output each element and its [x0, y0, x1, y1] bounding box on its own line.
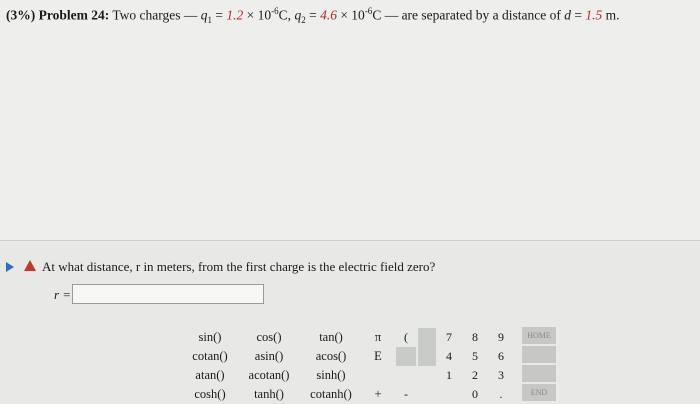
key-8[interactable]: 8 [472, 330, 478, 344]
key-up-arrow[interactable] [396, 347, 416, 366]
key-tanh[interactable]: tanh() [254, 387, 284, 401]
key-close-paren[interactable] [418, 328, 436, 347]
key-blank [436, 385, 462, 404]
key-4[interactable]: 4 [446, 349, 452, 363]
symbol-keypad [364, 328, 392, 404]
key-cotanh[interactable]: cotanh() [310, 387, 352, 401]
key-sinh[interactable]: sinh() [316, 368, 346, 382]
key-right-arrow[interactable] [522, 365, 556, 382]
q2-value: 4.6 [320, 7, 337, 23]
key-home[interactable]: HOME [522, 327, 556, 344]
key-2[interactable]: 2 [472, 368, 478, 382]
key-decimal[interactable]: . [499, 387, 503, 401]
key-left-arrow[interactable] [522, 346, 556, 363]
key-6[interactable]: 6 [498, 349, 504, 363]
key-minus[interactable]: - [404, 387, 408, 401]
answer-label: r = [54, 287, 72, 302]
key-9[interactable]: 9 [498, 330, 504, 344]
number-keypad [418, 328, 522, 404]
key-tan[interactable]: tan() [319, 330, 343, 344]
key-blank [396, 366, 416, 385]
key-backspace[interactable] [418, 347, 436, 366]
key-open-paren[interactable]: ( [404, 330, 408, 344]
q1-value: 1.2 [226, 7, 244, 23]
key-spacer [418, 366, 436, 385]
question-row [0, 258, 700, 278]
function-keypad [182, 328, 350, 402]
key-blank [364, 366, 392, 385]
key-cotan[interactable]: cotan() [192, 349, 228, 363]
key-sin[interactable]: sin() [198, 330, 222, 344]
problem-number: (3%) Problem 24: [6, 7, 110, 23]
answer-input[interactable] [72, 284, 264, 304]
key-end[interactable]: END [522, 384, 556, 401]
problem-statement: (3%) Problem 24: Two charges — $q_1 = 1.2 \times 10^{-6}C$, $q_2 = 4.6 \times 10^{-6}C$ — are separated by a distance of d = 1.5 m. [6, 6, 620, 26]
key-7[interactable]: 7 [446, 330, 452, 344]
play-icon[interactable] [6, 262, 14, 272]
key-acotan[interactable]: acotan() [248, 368, 290, 382]
d-value: 1.5 [585, 7, 603, 23]
key-spacer [418, 385, 436, 404]
key-pi[interactable]: π [374, 330, 382, 344]
navigation-keypad [522, 326, 556, 402]
key-3[interactable]: 3 [498, 368, 504, 382]
key-0[interactable]: 0 [472, 387, 478, 401]
key-e[interactable]: E [374, 349, 382, 363]
key-cos[interactable]: cos() [256, 330, 282, 344]
key-cosh[interactable]: cosh() [194, 387, 226, 401]
paren-keypad [396, 328, 416, 404]
key-asin[interactable]: asin() [254, 349, 284, 363]
warning-icon [24, 260, 36, 271]
question-text: At what distance, r in meters, from the first charge is the electric field zero? [42, 259, 436, 274]
key-5[interactable]: 5 [472, 349, 478, 363]
key-1[interactable]: 1 [446, 368, 452, 382]
key-acos[interactable]: acos() [315, 349, 347, 363]
key-plus[interactable]: + [374, 387, 382, 401]
key-atan[interactable]: atan() [195, 368, 225, 382]
